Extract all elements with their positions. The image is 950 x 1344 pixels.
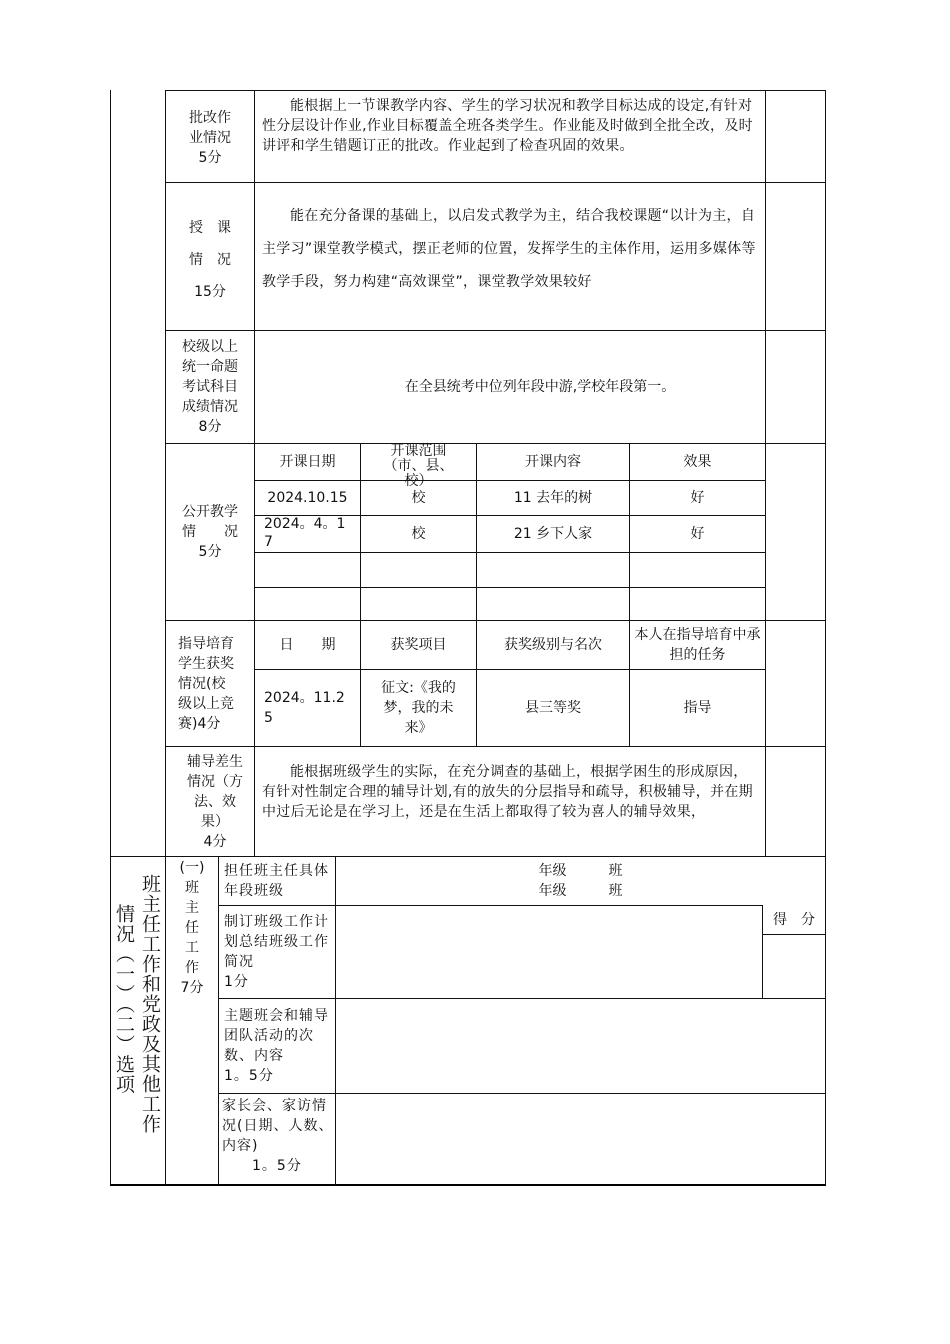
award-row-task: 指导 xyxy=(683,700,712,716)
open-class-header-effect: 效果 xyxy=(683,454,712,470)
section-vertical-title-b: 情况（一）（二）选项 xyxy=(113,904,135,1095)
section-vertical-title-a: 班主任工作和党政及其他工作 xyxy=(139,874,161,1134)
tutor-label: 辅导差生 情况（方 法、效 果） 4分 xyxy=(187,754,243,850)
open-class-row2-content: 21 乡下人家 xyxy=(513,526,593,542)
open-class-row1-content: 11 去年的树 xyxy=(513,490,593,506)
open-class-row1-effect: 好 xyxy=(690,490,705,506)
exam-content: 在全县统考中位列年段中游,学校年段第一。 xyxy=(404,379,676,395)
open-class-row2-scope: 校 xyxy=(411,526,426,542)
class-teacher-class-value-2: 年级 班 xyxy=(538,883,623,899)
open-class-row2-date: 2024。4。1 7 xyxy=(264,516,346,550)
class-teacher-parents-label: 家长会、家访情况(日期、人数、内容) 1。5分 xyxy=(222,1098,334,1174)
teaching-label-2: 情 况 xyxy=(189,252,231,268)
award-header-date: 日 期 xyxy=(279,637,336,653)
teaching-label-3: 15分 xyxy=(194,284,226,300)
award-row-level: 县三等奖 xyxy=(525,700,581,716)
class-teacher-score-label: 得 分 xyxy=(773,912,815,928)
award-row-item: 征文:《我的 梦，我的未 来》 xyxy=(381,680,456,736)
award-row-date: 2024。11.2 5 xyxy=(264,690,345,726)
class-teacher-class-value-1: 年级 班 xyxy=(538,863,623,879)
section-sub-label: (一) 班 主 任 工 作 7分 xyxy=(179,860,205,996)
open-class-row1-date: 2024.10.15 xyxy=(267,490,348,506)
class-teacher-class-label: 担任班主任具体年段班级 xyxy=(224,863,329,899)
open-class-row1-scope: 校 xyxy=(411,490,426,506)
open-class-header-date: 开课日期 xyxy=(279,454,336,470)
open-class-label: 公开教学 情 况 5分 xyxy=(182,504,238,560)
open-class-row2-effect: 好 xyxy=(690,526,705,542)
homework-content: 能根据上一节课教学内容、学生的学习状况和教学目标达成的设定,有针对性分层设计作业,作业目标覆盖全班各类学生。作业能及时做到全批全改，及时讲评和学生错题订正的批改。作业起到了检查巩固的效果。 xyxy=(262,98,753,154)
open-class-header-content: 开课内容 xyxy=(525,454,581,470)
tutor-content: 能根据班级学生的实际，在充分调查的基础上，根据学困生的形成原因，有针对性制定合理的辅导计划,有的放失的分层指导和疏导，积极辅导，并在期中过后无论是在学习上，还是在生活上都取得了较为喜人的辅导效果， xyxy=(262,764,753,820)
class-teacher-plan-label: 制订班级工作计划总结班级工作简况 1分 xyxy=(224,914,329,990)
award-header-level: 获奖级别与名次 xyxy=(504,637,602,653)
homework-label: 批改作 业情况 5分 xyxy=(189,110,231,166)
award-header-item: 获奖项目 xyxy=(390,637,447,653)
teaching-label-1: 授 课 xyxy=(189,220,231,236)
teaching-content: 能在充分备课的基础上，以启发式教学为主，结合我校课题“以计为主，自主学习”课堂教学模式，摆正老师的位置，发挥学生的主体作用，运用多媒体等教学手段，努力构建“高效课堂”，课堂教学效果较好 xyxy=(262,208,756,290)
award-label: 指导培育 学生获奖 情况(校 级以上竞 赛)4分 xyxy=(178,636,234,732)
exam-label: 校级以上 统一命题 考试科目 成绩情况 8分 xyxy=(182,339,238,435)
class-teacher-meeting-label: 主题班会和辅导团队活动的次数、内容 1。5分 xyxy=(224,1008,329,1084)
open-class-header-scope: 开课范围 （市、县、 校） xyxy=(383,443,454,489)
award-header-task: 本人在指导培育中承担的任务 xyxy=(634,627,761,663)
